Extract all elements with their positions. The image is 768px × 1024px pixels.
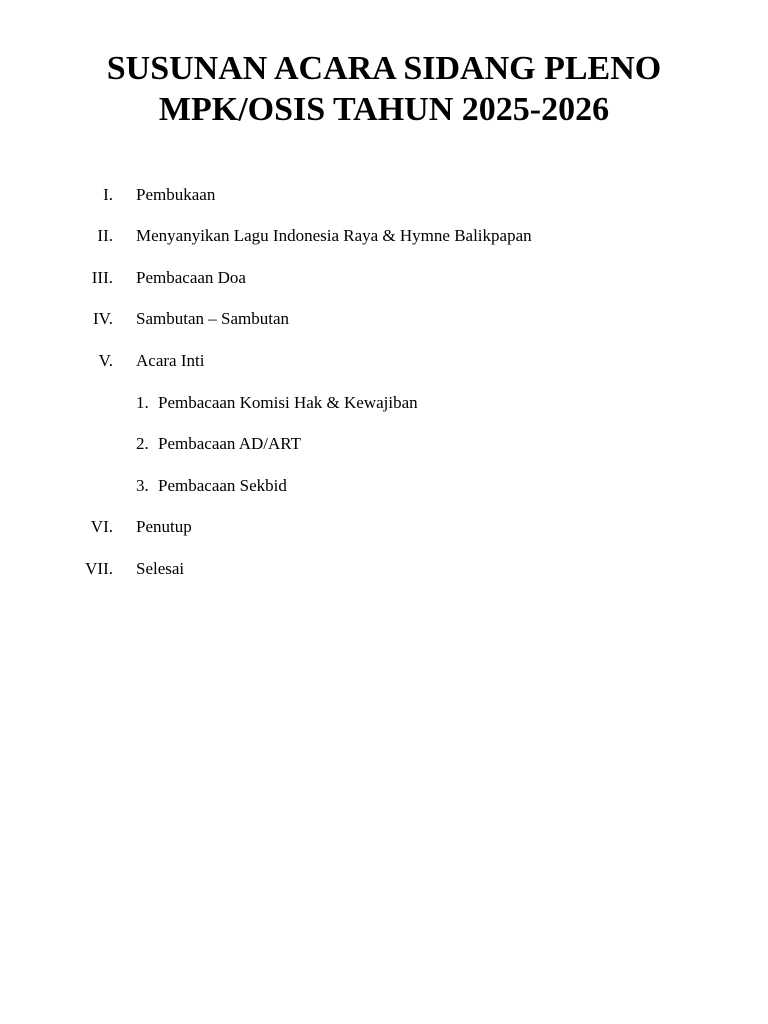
agenda-sub-item (0, 474, 768, 498)
agenda-item (0, 266, 768, 290)
agenda-item-label: Pembukaan (136, 185, 216, 204)
title-line-2: MPK/OSIS TAHUN 2025-2026 (158, 91, 610, 128)
agenda-item-label: Pembacaan Doa (136, 268, 246, 287)
agenda-item-numeral: VI. (90, 517, 113, 536)
agenda-item-numeral: I. (103, 185, 113, 204)
agenda-sub-item (0, 391, 768, 415)
agenda-item (0, 557, 768, 581)
agenda-sub-item-number: 3. (136, 476, 149, 495)
agenda-item-label: Penutup (136, 517, 192, 536)
agenda-sub-item-label: Pembacaan Sekbid (158, 476, 287, 495)
agenda-item (0, 349, 768, 373)
agenda-item (0, 183, 768, 207)
agenda-item (0, 307, 768, 331)
agenda-sub-item (0, 432, 768, 456)
agenda-item-numeral: IV. (93, 309, 113, 328)
agenda-sub-item-number: 2. (136, 434, 149, 453)
agenda-item-label: Acara Inti (136, 351, 205, 370)
agenda-item (0, 515, 768, 539)
title-line-1: SUSUNAN ACARA SIDANG PLENO (106, 50, 662, 87)
agenda-item (0, 224, 768, 248)
agenda-item-numeral: V. (98, 351, 113, 370)
agenda-item-numeral: II. (97, 226, 113, 245)
agenda-sub-item-number: 1. (136, 393, 149, 412)
agenda-item-label: Menyanyikan Lagu Indonesia Raya & Hymne Balikpapan (136, 226, 532, 245)
agenda-item-numeral: VII. (85, 559, 113, 578)
agenda-item-label: Selesai (136, 559, 185, 578)
agenda-item-label: Sambutan – Sambutan (136, 309, 289, 328)
agenda-sub-item-label: Pembacaan Komisi Hak & Kewajiban (158, 393, 418, 412)
agenda-sub-item-label: Pembacaan AD/ART (158, 434, 301, 453)
agenda-item-numeral: III. (91, 268, 113, 287)
